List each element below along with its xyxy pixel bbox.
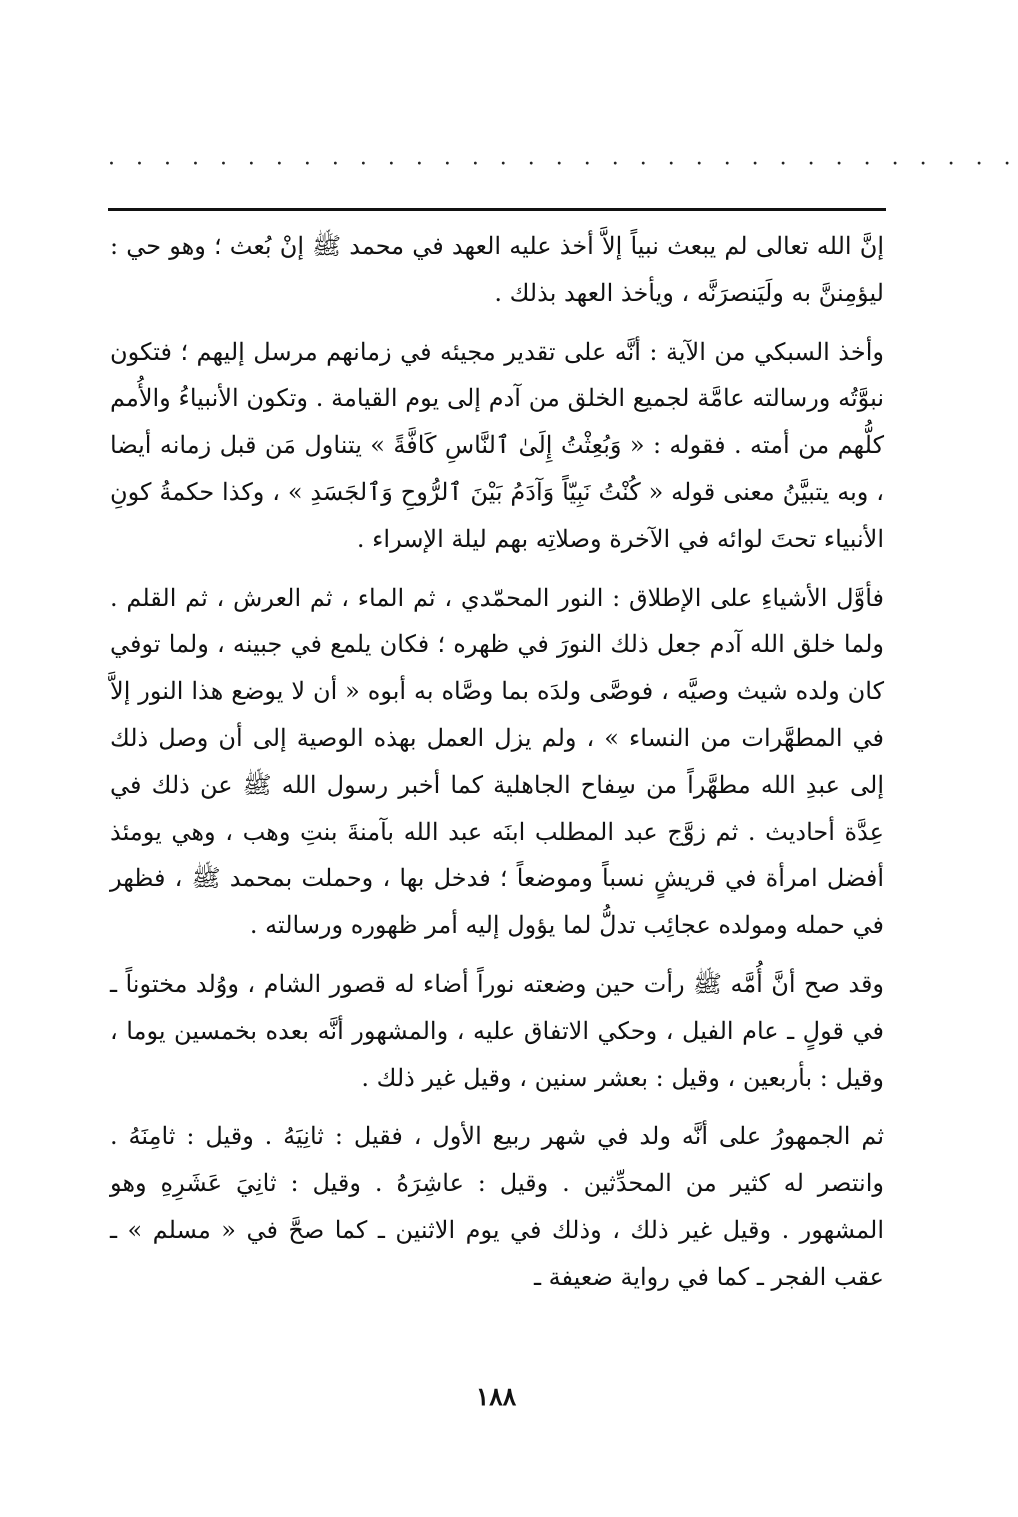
page-number: ١٨٨ xyxy=(475,1382,517,1411)
separator-dots: · · · · · · · · · · · · · · · · · · · · · · · · · · · · · · · · · xyxy=(108,152,1018,177)
paragraph-4: وقد صح أنَّ أُمَّه ﷺ رأت حين وضعته نوراً أضاء له قصور الشام ، ووُلد مختوناً ـ في قولٍ ـ عام الفيل ، وحكي الاتفاق عليه ، والمشهور أنَّه بعده بخمسين يوما ، وقيل : بأربعين ، وقيل : بعشر سنين ، وقيل غير ذلك . xyxy=(110,969,885,1092)
paragraph-1: إنَّ الله تعالى لم يبعث نبياً إلاَّ أخذ عليه العهد في محمد ﷺ إنْ بُعث ؛ وهو حي : ليؤمِننَّ به ولَيَنصرَنَّه ، ويأخذ العهد بذلك . xyxy=(110,232,884,307)
paragraph-2: وأخذ السبكي من الآية : أنَّه على تقدير مجيئه في زمانهم مرسل إليهم ؛ فتكون نبوَّتُه ورسالته عامَّة لجميع الخلق من آدم إلى يوم القيامة . وتكون الأنبياءُ والأُمم كلُّهم من أمته . فقوله : « وَبُعِثْتُ إِلَىٰ ٱلنَّاسِ كَافَّةً » يتناول مَن قبل زمانه أيضا ، وبه يتبيَّنُ معنى قوله « كُنْتُ نَبِيّاً وَآدَمُ بَيْنَ ٱلرُّوحِ وَٱلجَسَدِ » ، وكذا حكمةُ كونِ الأنبياء تحتَ لوائه في الآخرة وصلاتِه بهم ليلة الإسراء . xyxy=(110,337,884,553)
page-body xyxy=(110,223,884,1313)
paragraph-5: ثم الجمهورُ على أنَّه ولد في شهر ربيع الأول ، فقيل : ثانِيَهُ . وقيل : ثامِنَهُ . وانتصر له كثير من المحدِّثين . وقيل : عاشِرَهُ . وقيل : ثانِيَ عَشَرِهِ وهو المشهور . وقيل غير ذلك ، وذلك في يوم الاثنين ـ كما صحَّ في « مسلم » ـ عقب الفجر ـ كما في رواية ضعيفة ـ xyxy=(110,1122,885,1291)
footnote-rule xyxy=(108,208,886,211)
paragraph-3: فأوَّل الأشياءِ على الإطلاق : النور المحمّدي ، ثم الماء ، ثم العرش ، ثم القلم . ولما خلق الله آدم جعل ذلك النورَ في ظهره ؛ فكان يلمع في جبينه ، ولما توفي كان ولده شيث وصيَّه ، فوصَّى ولدَه بما وصَّاه به أبوه « أن لا يوضع هذا النور إلاَّ في المطهَّرات من النساء » ، ولم يزل العمل بهذه الوصية إلى أن وصل ذلك إلى عبدِ الله مطهَّراً من سِفاح الجاهلية كما أخبر رسول الله ﷺ عن ذلك في عِدَّة أحاديث . ثم زوَّج عبد المطلب ابنَه عبد الله بآمنةَ بنتِ وهب ، وهي يومئذ أفضل امرأة في قريشٍ نسباً وموضعاً ؛ فدخل بها ، وحملت بمحمد ﷺ ، فظهر في حمله ومولده عجائِب تدلُّ لما يؤول إليه أمر ظهوره ورسالته . xyxy=(110,583,885,940)
